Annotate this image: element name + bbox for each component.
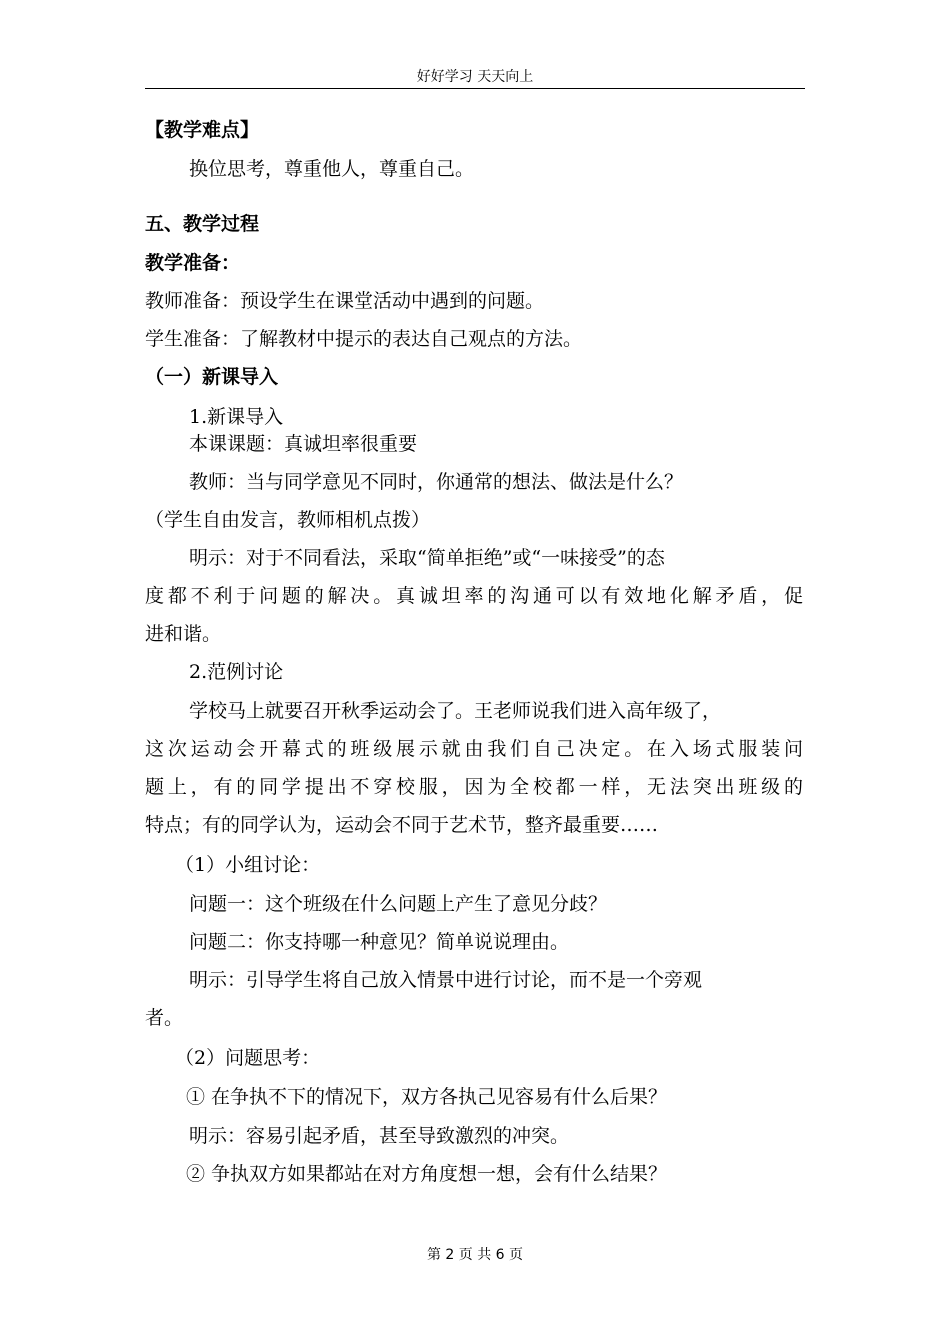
student-prep: 学生准备：了解教材中提示的表达自己观点的方法。 [145, 328, 583, 350]
clarify-line-1: 明示：对于不同看法，采取“简单拒绝”或“一味接受”的态 [189, 547, 665, 569]
case-line-4: 特点；有的同学认为，运动会不同于艺术节，整齐最重要…… [145, 814, 659, 836]
page-header: 好好学习 天天向上 [416, 69, 534, 85]
think-title: （2）问题思考： [175, 1047, 321, 1069]
page-footer: 第 2 页 共 6 页 [426, 1247, 524, 1263]
clarify-line-3: 进和谐。 [145, 623, 222, 645]
difficulty-heading: 【教学难点】 [145, 119, 260, 141]
process-heading: 五、教学过程 [145, 213, 260, 235]
clarify-line-2: 度都不利于问题的解决。真诚坦率的沟通可以有效地化解矛盾，促 [145, 585, 803, 607]
case-line-3: 题上，有的同学提出不穿校服，因为全校都一样，无法突出班级的 [145, 776, 803, 798]
case-line-2: 这次运动会开幕式的班级展示就由我们自己决定。在入场式服装问 [145, 738, 803, 760]
header-divider [145, 88, 805, 89]
sub2-title: 2.范例讨论 [189, 661, 284, 683]
teacher-prep: 教师准备：预设学生在课堂活动中遇到的问题。 [145, 290, 545, 312]
sub1-title: 1.新课导入 [189, 406, 284, 428]
prep-heading: 教学准备： [145, 252, 241, 274]
clarify3: 明示：容易引起矛盾，甚至导致激烈的冲突。 [189, 1125, 570, 1147]
question-1: 问题一：这个班级在什么问题上产生了意见分歧？ [189, 893, 608, 915]
difficulty-text: 换位思考，尊重他人，尊重自己。 [189, 158, 475, 180]
case-line-1: 学校马上就要召开秋季运动会了。王老师说我们进入高年级了， [189, 700, 722, 722]
clarify2-line-1: 明示：引导学生将自己放入情景中进行讨论，而不是一个旁观 [189, 969, 703, 991]
think-question-1: ① 在争执不下的情况下，双方各执己见容易有什么后果？ [186, 1086, 668, 1108]
think-question-2: ② 争执双方如果都站在对方角度想一想，会有什么结果？ [186, 1163, 668, 1185]
group-discussion-title: （1）小组讨论： [175, 854, 321, 876]
section1-heading: （一）新课导入 [145, 366, 279, 388]
clarify2-line-2: 者。 [145, 1007, 184, 1029]
student-note: （学生自由发言，教师相机点拨） [145, 509, 431, 531]
lesson-topic: 本课课题：真诚坦率很重要 [189, 433, 418, 455]
teacher-question: 教师：当与同学意见不同时，你通常的想法、做法是什么？ [189, 471, 684, 493]
question-2: 问题二：你支持哪一种意见？简单说说理由。 [189, 931, 570, 953]
